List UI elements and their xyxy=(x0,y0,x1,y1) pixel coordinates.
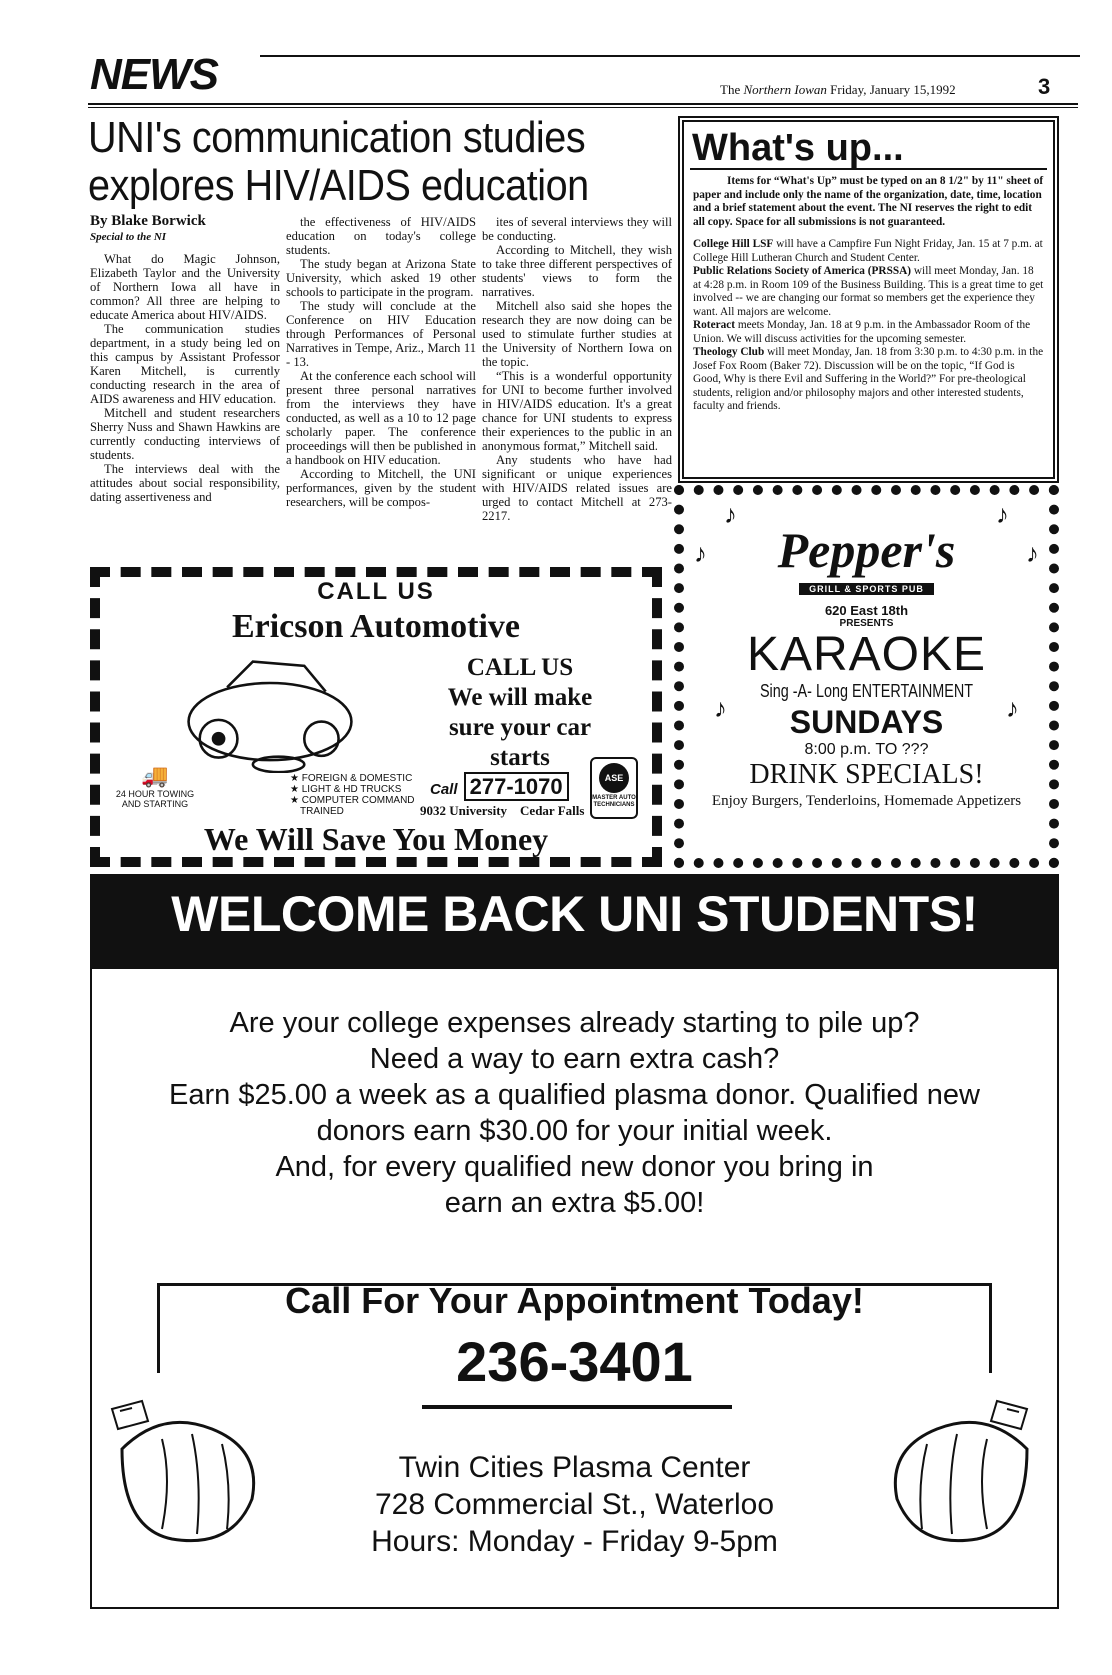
ericson-automotive-ad xyxy=(90,567,662,867)
headline: UNI's communication studies explores HIV/AIDS education xyxy=(88,113,589,210)
cta-text: Call For Your Appointment Today! xyxy=(285,1280,864,1321)
call-label: Call xyxy=(430,781,458,798)
header-rule xyxy=(88,103,1078,105)
peppers-address: 620 East 18th xyxy=(824,603,909,618)
center-name: Twin Cities Plasma Center xyxy=(398,1451,751,1484)
feature: TRAINED xyxy=(300,806,344,817)
music-note-icon: ♪ xyxy=(1026,539,1039,568)
feature: ★ LIGHT & HD TRUCKS xyxy=(290,784,402,795)
body-line: donors earn $30.00 for your initial week. xyxy=(316,1115,833,1147)
car-cartoon-illustration xyxy=(160,653,380,773)
org-name: College Hill LSF xyxy=(693,238,774,250)
music-note-icon: ♪ xyxy=(714,694,727,723)
event-time: 8:00 p.m. TO ??? xyxy=(804,741,929,758)
body-line: earn an extra $5.00! xyxy=(444,1187,705,1219)
whats-up-title: What's up... xyxy=(690,128,1047,170)
page-number: 3 xyxy=(1038,74,1051,99)
address xyxy=(420,803,584,819)
byline: By Blake Borwick xyxy=(90,213,206,229)
byline-sub: Special to the NI xyxy=(90,231,167,243)
masthead xyxy=(720,82,956,98)
whats-up-item xyxy=(693,265,1044,319)
article-paragraph: “This is a wonderful opportunity for UNI to become further involved in HIV/AIDS education. It's a great chance for UNI students to express their experiences to the public in an anonymous format,” Mitchell said. xyxy=(482,369,672,453)
article-paragraph: According to Mitchell, they wish to take three different perspectives of students' views to form the narratives. xyxy=(482,243,672,299)
article-paragraph: The interviews deal with the attitudes about social responsibility, dating assertiveness and xyxy=(90,462,280,504)
music-note-icon: ♪ xyxy=(1006,694,1019,723)
call-line: starts xyxy=(490,744,550,771)
event-sub: Sing -A- Long ENTERTAINMENT xyxy=(759,681,974,701)
org-name: Roteract xyxy=(693,319,736,331)
header-top-rule xyxy=(260,55,1080,57)
article-paragraph: Mitchell and student researchers Sherry Nuss and Shawn Hawkins are currently conducting interviews of students. xyxy=(90,406,280,462)
call-line: We will make xyxy=(447,684,593,711)
feature-list xyxy=(290,773,415,817)
whats-up-item xyxy=(693,319,1044,346)
ad-top-text: CALL US xyxy=(317,578,435,605)
food-line: Enjoy Burgers, Tenderloins, Homemade Appetizers xyxy=(711,793,1022,809)
body-line: Are your college expenses already starting to pile up? xyxy=(229,1007,920,1039)
article-paragraph: What do Magic Johnson, Elizabeth Taylor and the University of Northern Iowa all have in common? All three are helping to educate America about HIV/AIDS. xyxy=(90,252,280,322)
article-paragraph: Any students who have had significant or unique experiences with HIV/AIDS related issues are urged to contact Mitchell at 273-2217. xyxy=(482,453,672,523)
city: Cedar Falls xyxy=(520,803,585,818)
ase-sub: MASTER AUTO TECHNICIANS xyxy=(592,795,636,808)
music-note-icon: ♪ xyxy=(724,500,737,529)
body-line: And, for every qualified new donor you bring in xyxy=(275,1151,874,1183)
drink-specials: DRINK SPECIALS! xyxy=(749,759,984,790)
item-text: will meet Monday, Jan. 18 at 4:28 p.m. in Room 109 of the Business Building. This is a great time to get involved -- we are changing our format so members get the experience they want. All majors are welcome. xyxy=(693,265,1044,318)
article-paragraph: Mitchell also said she hopes the research they are now doing can be used to stimulate further studies at the University of Northern Iowa on the topic. xyxy=(482,299,672,369)
ad-slogan: We Will Save You Money xyxy=(203,821,549,857)
issue-date: Friday, January 15,1992 xyxy=(826,82,956,97)
welcome-banner: WELCOME BACK UNI STUDENTS! xyxy=(90,874,1059,969)
street: 9032 University xyxy=(420,803,508,818)
ad-call-text xyxy=(400,653,640,773)
peppers-subtitle: GRILL & SPORTS PUB xyxy=(799,583,934,595)
article-column-1 xyxy=(90,213,280,504)
whats-up-item xyxy=(693,346,1044,414)
street-address: 728 Commercial St., Waterloo xyxy=(374,1488,775,1521)
ad-body xyxy=(92,1005,1057,1221)
article-paragraph: ites of several interviews they will be conducting. xyxy=(482,215,672,243)
plasma-center-ad xyxy=(90,969,1059,1609)
towing-text xyxy=(110,763,200,809)
paper-name: Northern Iowan xyxy=(743,82,827,97)
call-line: sure your car xyxy=(448,714,592,741)
whats-up-item xyxy=(693,238,1044,265)
article-paragraph: According to Mitchell, the UNI performances, given by the student researchers, will be compos- xyxy=(286,467,476,509)
org-name: Public Relations Society of America (PRSSA) xyxy=(693,265,912,277)
whats-up-box xyxy=(678,116,1059,483)
hours: Hours: Monday - Friday 9-5pm xyxy=(371,1525,778,1558)
music-note-icon: ♪ xyxy=(694,539,707,568)
call-line: CALL US xyxy=(466,654,574,681)
whats-up-items xyxy=(693,238,1044,414)
paper-prefix: The xyxy=(720,82,744,97)
article-paragraph: The study began at Arizona State University, which asked 19 other schools to participate in the program. xyxy=(286,257,476,299)
whats-up-intro: Items for “What's Up” must be typed on an 8 1/2" by 11" sheet of paper and include only the name of the organization, date, time, location and a brief statement about the event. The NI reserves the right to edit all copy. Space for all submissions is not guaranteed. xyxy=(693,175,1044,228)
event-name: KARAOKE xyxy=(746,628,987,681)
section-title: NEWS xyxy=(90,50,218,99)
org-name: Theology Club xyxy=(693,346,765,358)
item-text: meets Monday, Jan. 18 at 9 p.m. in the Ambassador Room of the Union. We will discuss activities for the upcoming semester. xyxy=(693,319,1031,345)
article-paragraph: the effectiveness of HIV/AIDS education on today's college students. xyxy=(286,215,476,257)
ase-mark: ASE xyxy=(599,763,629,793)
ad-phone: 236-3401 xyxy=(456,1330,693,1393)
article-paragraph: The communication studies department, in a study being led on this campus by Assistant Professor Karen Mitchell, is currently conducting research in the area of AIDS awareness and HIV education. xyxy=(90,322,280,406)
music-note-icon: ♪ xyxy=(996,500,1009,529)
header-rule-thin xyxy=(88,107,1078,108)
presents-label: PRESENTS xyxy=(839,618,894,629)
phone-underline xyxy=(422,1405,732,1409)
article-column-3 xyxy=(482,215,672,523)
article-paragraph: The study will conclude at the Conference on HIV Education through Performances of Personal Narratives in Tempe, Ariz., March 11 - 13. xyxy=(286,299,476,369)
peppers-logo: Pepper's xyxy=(777,522,956,578)
item-text: will have a Campfire Fun Night Friday, Jan. 15 at 7 p.m. at College Hill Lutheran Church and Student Center. xyxy=(693,238,1043,264)
phone xyxy=(430,773,569,804)
towing-line: 24 HOUR TOWING xyxy=(115,789,195,799)
body-line: Earn $25.00 a week as a qualified plasma donor. Qualified new xyxy=(169,1079,980,1111)
feature: ★ FOREIGN & DOMESTIC xyxy=(290,773,413,784)
ase-logo xyxy=(590,757,638,819)
ad-address xyxy=(92,1449,1057,1560)
article-column-2 xyxy=(286,215,476,509)
phone-number: 277-1070 xyxy=(464,772,569,801)
feature: ★ COMPUTER COMMAND xyxy=(290,795,415,806)
ad-business-name: Ericson Automotive xyxy=(231,608,521,645)
peppers-karaoke-ad xyxy=(674,485,1059,868)
tow-truck-icon: 🚚 xyxy=(141,763,169,788)
event-day: SUNDAYS xyxy=(789,704,944,740)
body-line: Need a way to earn extra cash? xyxy=(369,1043,780,1075)
towing-line: AND STARTING xyxy=(121,799,189,809)
item-text: will meet Monday, Jan. 18 from 3:30 p.m. to 4:30 p.m. in the Josef Fox Room (Baker 72). Discussion will be on the topic, “If God is Good, Why is there Evil and Suffering in the World?” For pre-theological students, religion and/or philosophy majors and other interested students, faculty and friends. xyxy=(693,346,1044,412)
article-paragraph: At the conference each school will present three personal narratives from the interviews they have conducted, as well as a 10 to 12 page scholarly paper. The conference proceedings will then be published in a handbook on HIV education. xyxy=(286,369,476,467)
